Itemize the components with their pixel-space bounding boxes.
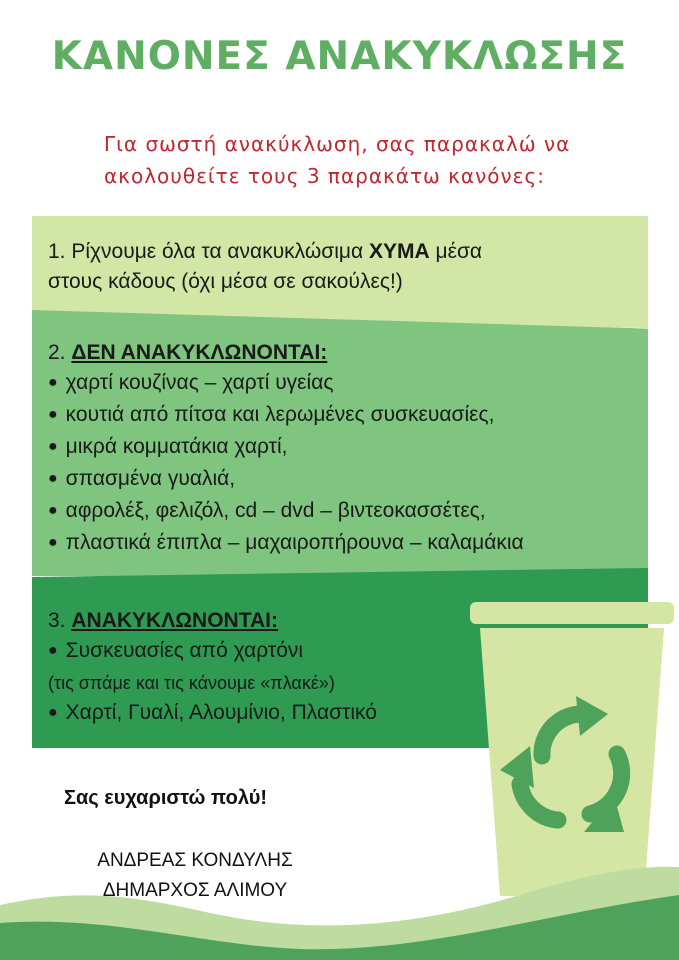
bin-lid [470, 602, 674, 624]
rule-1-line-1 [48, 237, 482, 267]
signature [40, 846, 350, 906]
list-item: ● αφρολέξ, φελιζόλ, cd – dvd – βιντεοκασσέτες, [48, 496, 524, 528]
rule-1-line-2: στους κάδους (όχι μέσα σε σακούλες!) [48, 270, 403, 293]
rule-2-heading [48, 338, 524, 368]
signature-name: ΑΝΔΡΕΑΣ ΚΟΝΔΥΛΗΣ [97, 850, 293, 871]
rule-3-heading [48, 606, 377, 636]
rule-3-heading-text: ΑΝΑΚΥΚΛΩΝΟΝΤΑΙ: [71, 609, 278, 632]
rule-1-bold: ΧΥΜΑ [368, 240, 430, 263]
rule-3 [48, 606, 377, 730]
rule-1 [48, 237, 482, 297]
intro-line-2: ακολουθείτε τους 3 παρακάτω κανόνες: [104, 164, 545, 188]
rule-1-prefix: 1. Ρίχνουμε όλα τα ανακυκλώσιμα [48, 240, 369, 263]
list-item: ● Χαρτί, Γυαλί, Αλουμίνιο, Πλαστικό [48, 698, 377, 730]
list-item: ● χαρτί κουζίνας – χαρτί υγείας [48, 368, 524, 400]
rule-2-number: 2. [48, 341, 72, 364]
thanks-text: Σας ευχαριστώ πολύ! [64, 787, 267, 809]
rule-3-note: (τις σπάμε και τις κάνουμε «πλακέ») [48, 673, 335, 693]
list-item: ● μικρά κομματάκια χαρτί, [48, 432, 524, 464]
intro-text [104, 128, 664, 192]
signature-role: ΔΗΜΑΡΧΟΣ ΑΛΙΜΟΥ [102, 880, 288, 901]
list-item: ● πλαστικά έπιπλα – μαχαιροπήρουνα – καλαμάκια [48, 528, 524, 560]
page-title: ΚΑΝΟΝΕΣ ΑΝΑΚΥΚΛΩΣΗΣ [51, 34, 628, 79]
rule-2 [48, 338, 524, 560]
rule-1-suffix: μέσα [429, 240, 483, 263]
list-item: ● κουτιά από πίτσα και λερωμένες συσκευασίες, [48, 400, 524, 432]
rule-3-number: 3. [48, 609, 72, 632]
list-item: ● Συσκευασίες από χαρτόνι [48, 636, 377, 668]
list-item: ● σπασμένα γυαλιά, [48, 464, 524, 496]
intro-line-1: Για σωστή ανακύκλωση, σας παρακαλώ να [104, 132, 571, 156]
rule-2-heading-text: ΔΕΝ ΑΝΑΚΥΚΛΩΝΟΝΤΑΙ: [71, 341, 328, 364]
